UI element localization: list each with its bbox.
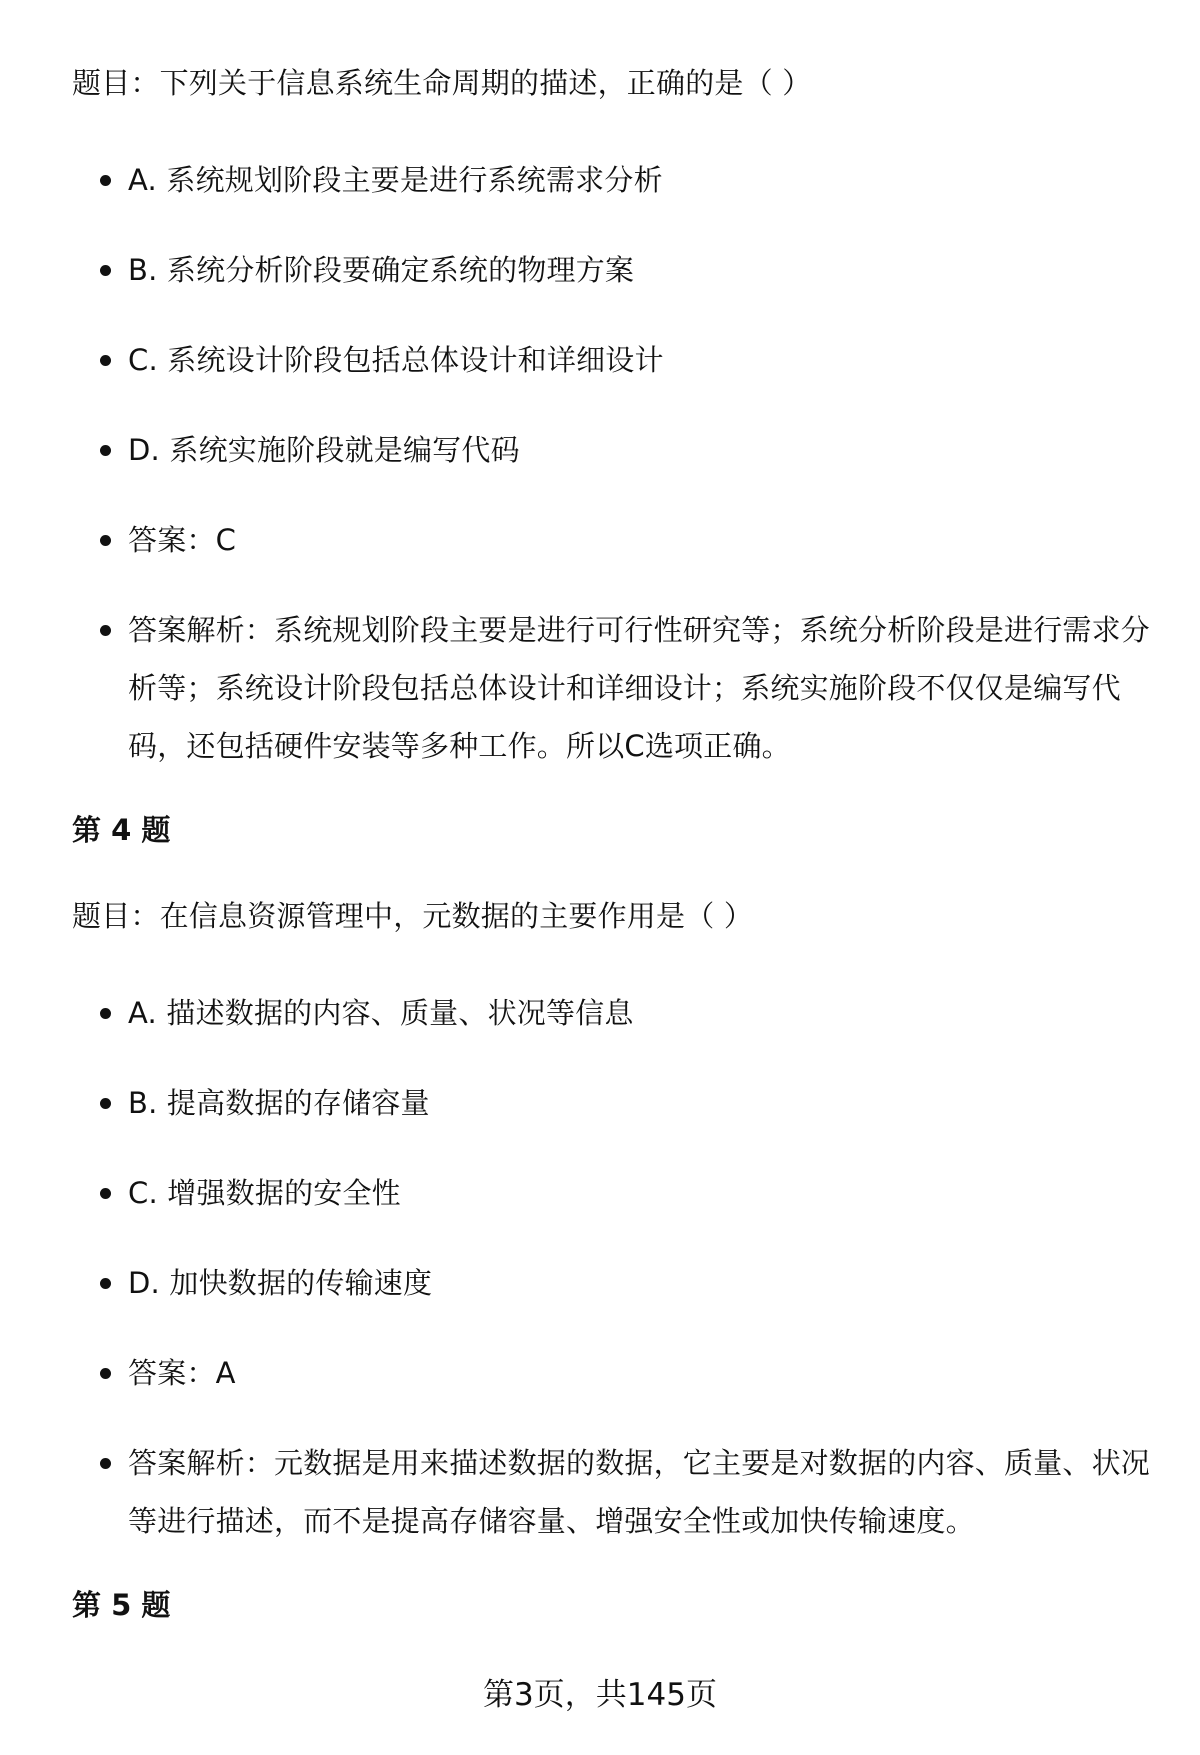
question-5-heading: 第 5 题 <box>72 1588 171 1622</box>
question-4-option-b: B. 提高数据的存储容量 <box>72 1074 1162 1132</box>
page-number-footer: 第3页，共145页 <box>483 1677 717 1713</box>
question-3-option-a: A. 系统规划阶段主要是进行系统需求分析 <box>72 151 1162 209</box>
question-4-option-c: C. 增强数据的安全性 <box>72 1164 1162 1222</box>
question-4-option-a: A. 描述数据的内容、质量、状况等信息 <box>72 984 1162 1042</box>
question-3-option-c: C. 系统设计阶段包括总体设计和详细设计 <box>72 331 1162 389</box>
question-3-stem: 题目：下列关于信息系统生命周期的描述，正确的是（ ） <box>72 66 812 100</box>
question-4-list <box>72 984 1162 1550</box>
question-3-option-d: D. 系统实施阶段就是编写代码 <box>72 421 1162 479</box>
question-3 <box>72 62 1162 775</box>
question-4-heading: 第 4 题 <box>72 813 171 847</box>
question-4-answer: 答案：A <box>72 1344 1162 1402</box>
document-page <box>72 62 1162 1670</box>
question-4-option-d: D. 加快数据的传输速度 <box>72 1254 1162 1312</box>
question-4 <box>72 809 1162 1550</box>
question-3-list <box>72 151 1162 775</box>
question-5 <box>72 1584 1162 1626</box>
question-3-analysis: 答案解析：系统规划阶段主要是进行可行性研究等；系统分析阶段是进行需求分析等；系统设计阶段包括总体设计和详细设计；系统实施阶段不仅仅是编写代码，还包括硬件安装等多种工作。所以C选项正确。 <box>72 601 1162 775</box>
question-4-analysis: 答案解析：元数据是用来描述数据的数据，它主要是对数据的内容、质量、状况等进行描述，而不是提高存储容量、增强安全性或加快传输速度。 <box>72 1434 1162 1550</box>
question-3-option-b: B. 系统分析阶段要确定系统的物理方案 <box>72 241 1162 299</box>
question-3-answer: 答案：C <box>72 511 1162 569</box>
question-4-stem: 题目：在信息资源管理中，元数据的主要作用是（ ） <box>72 899 754 933</box>
